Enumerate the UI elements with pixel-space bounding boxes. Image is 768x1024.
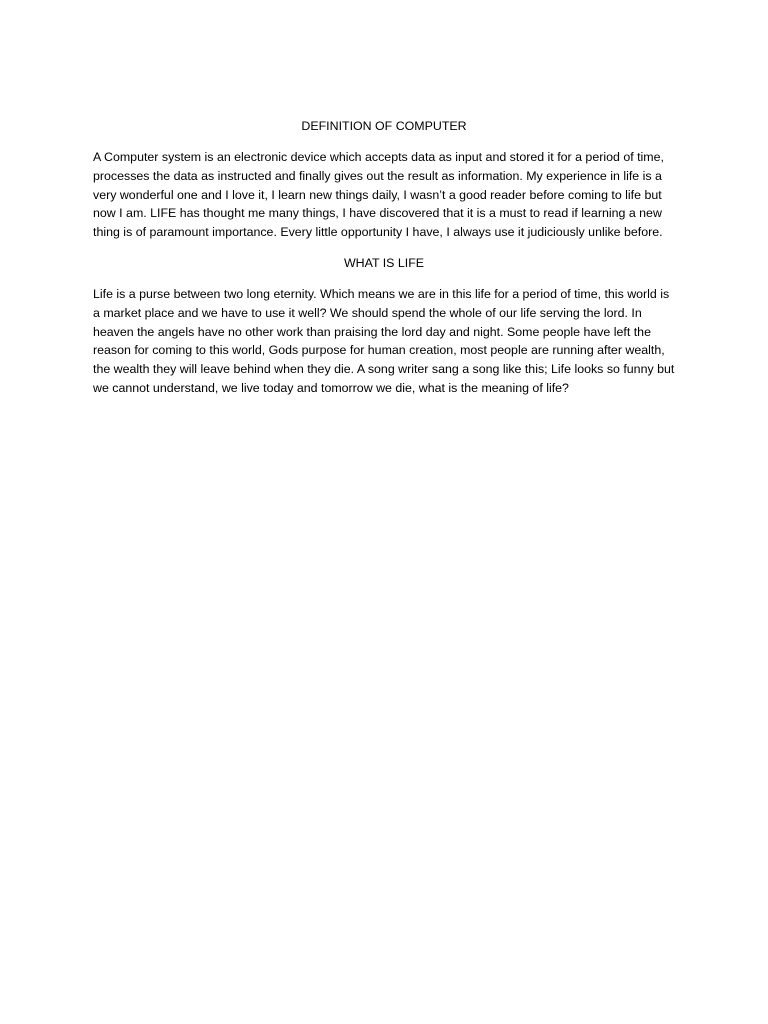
heading-definition-of-computer: DEFINITION OF COMPUTER [301,119,467,133]
paragraph-what-is-life: Life is a purse between two long eternity. Which means we are in this life for a period of time, this world is a market place and we have to use it well? We should spend the whole of our life serving the lord. In heaven the angels have no other work than praising the lord day and night. Some people have left the reason for coming to this world, Gods purpose for human creation, most people are running after wealth, the wealth they will leave behind when they die. A song writer sang a song like this; Life looks so funny but we cannot understand, we live today and tomorrow we die, what is the meaning of life? [93,286,675,395]
document-body [93,117,675,398]
paragraph-computer-definition: A Computer system is an electronic device which accepts data as input and stored it for a period of time, processes the data as instructed and finally gives out the result as information. My experience in life is a very wonderful one and I love it, I learn new things daily, I wasn’t a good reader before coming to life but now I am. LIFE has thought me many things, I have discovered that it is a must to read if learning a new thing is of paramount importance. Every little opportunity I have, I always use it judiciously unlike before. [93,150,664,240]
heading-what-is-life: WHAT IS LIFE [343,255,425,270]
